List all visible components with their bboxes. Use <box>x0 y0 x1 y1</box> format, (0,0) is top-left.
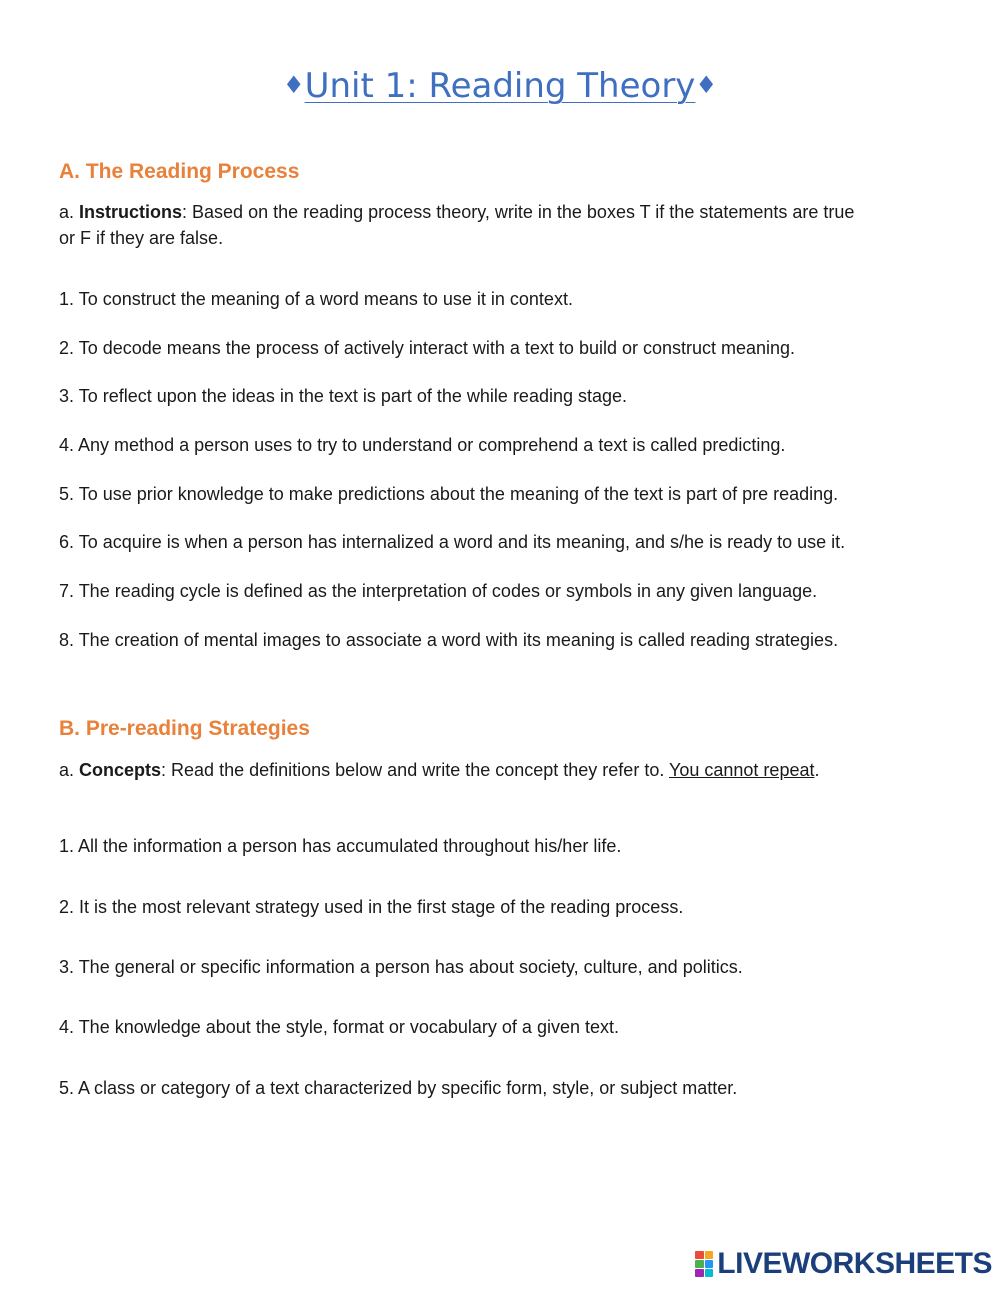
statement-item-7: 7. The reading cycle is defined as the interpretation of codes or symbols in any given language. <box>59 581 818 601</box>
definition-item-4: 4. The knowledge about the style, format or vocabulary of a given text. <box>59 1017 619 1037</box>
statement-item-6: 6. To acquire is when a person has internalized a word and its meaning, and s/he is ready to use it. <box>59 532 846 552</box>
logo-block <box>705 1260 714 1268</box>
statement-item-8: 8. The creation of mental images to associate a word with its meaning is called reading strategies. <box>59 630 839 650</box>
definition-item-1: 1. All the information a person has accumulated throughout his/her life. <box>59 836 622 856</box>
diamond-left-icon: ♦ <box>283 71 305 99</box>
concepts-label: Concepts <box>79 760 162 780</box>
definition-item-3: 3. The general or specific information a person has about society, culture, and politics. <box>59 957 743 977</box>
section-a-instructions: a. Instructions: Based on the reading process theory, write in the boxes T if the statements are true or F if they are false. <box>59 202 855 248</box>
definition-item-5: 5. A class or category of a text characterized by specific form, style, or subject matter. <box>59 1078 738 1098</box>
logo-block <box>695 1260 704 1268</box>
title-text: Unit 1: Reading Theory <box>304 66 696 106</box>
instructions-label: Instructions <box>79 202 183 222</box>
page-title <box>0 62 1000 109</box>
liveworksheets-logo <box>695 1247 992 1281</box>
no-repeat-note: You cannot repeat <box>669 760 815 780</box>
statement-item-2: 2. To decode means the process of actively interact with a text to build or construct meaning. <box>59 338 796 358</box>
statement-item-3: 3. To reflect upon the ideas in the text is part of the while reading stage. <box>59 386 628 406</box>
logo-block <box>705 1251 714 1259</box>
logo-text: LIVEWORKSHEETS <box>717 1247 992 1280</box>
statement-item-1: 1. To construct the meaning of a word means to use it in context. <box>59 289 573 309</box>
logo-blocks-icon <box>695 1251 713 1277</box>
section-b-instructions: a. Concepts: Read the definitions below and write the concept they refer to. You cannot repeat. <box>59 760 820 780</box>
statement-item-4: 4. Any method a person uses to try to understand or comprehend a text is called predicting. <box>59 435 786 455</box>
diamond-right-icon: ♦ <box>695 71 717 99</box>
logo-block <box>705 1269 714 1277</box>
logo-block <box>695 1269 704 1277</box>
section-b-heading: B. Pre-reading Strategies <box>59 717 310 740</box>
statement-item-5: 5. To use prior knowledge to make predictions about the meaning of the text is part of pre reading. <box>59 484 839 504</box>
section-a-heading: A. The Reading Process <box>59 160 300 183</box>
definition-item-2: 2. It is the most relevant strategy used in the first stage of the reading process. <box>59 897 684 917</box>
logo-block <box>695 1251 704 1259</box>
